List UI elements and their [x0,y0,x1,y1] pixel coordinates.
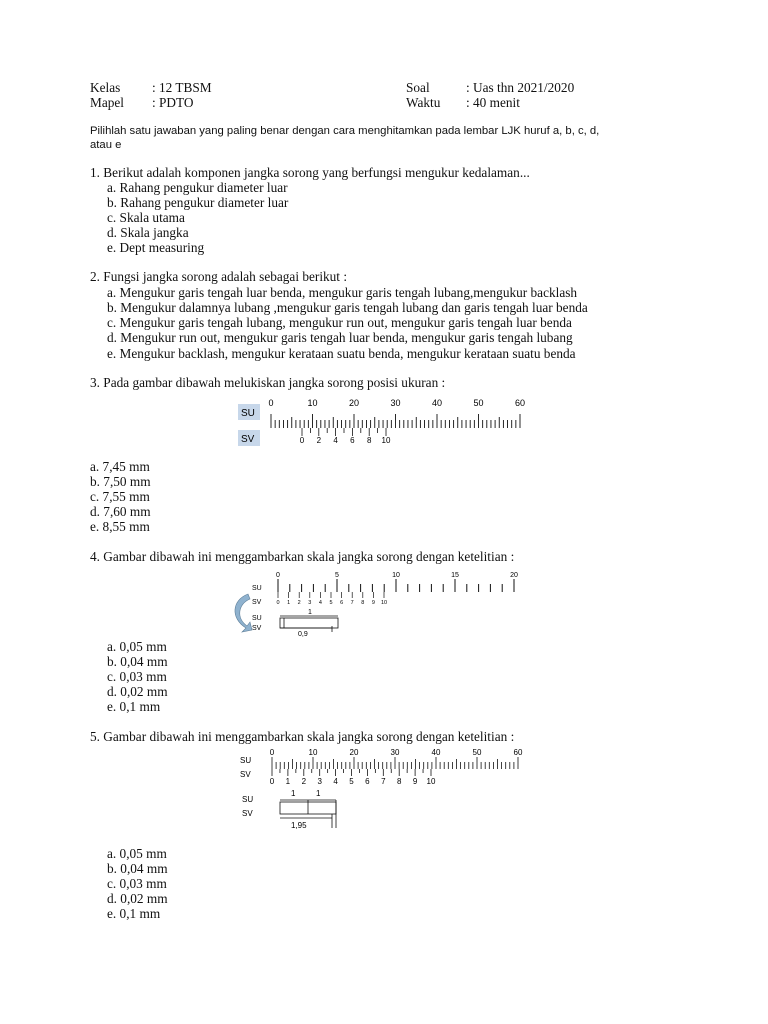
scale-number: 6 [365,777,370,786]
vernier-figure-5 [236,746,528,832]
option-d: d. 0,02 mm [107,684,168,699]
scale-number: 30 [390,398,401,408]
su-label: SU [252,585,262,592]
question-text: 5. Gambar dibawah ini menggambarkan skala jangka sorong dengan ketelitian : [90,729,515,744]
vernier-scale-ticks [302,428,386,436]
scale-number: 4 [333,777,338,786]
scale-number: 5 [349,777,354,786]
scale-number: 10 [380,600,388,606]
vernier-scale-numbers [276,600,387,606]
scale-number: 4 [318,600,322,606]
scale-number: 20 [349,748,359,757]
vernier-scale-numbers [300,436,391,445]
option-b: b. 0,04 mm [107,654,168,669]
detail-box [280,618,338,628]
waktu-label: Waktu [406,95,441,110]
option-d: d. Skala jangka [107,225,189,240]
scale-number: 10 [307,398,318,408]
scale-number: 1 [285,777,291,786]
waktu-value: : 40 menit [466,95,520,110]
vernier-figure-3 [236,394,528,448]
option-c: c. 0,03 mm [107,669,167,684]
option-b: b. Rahang pengukur diameter luar [107,195,289,210]
su-label: SU [241,408,255,419]
scale-number: 8 [361,600,365,606]
mapel-label: Mapel [90,95,124,110]
option-d: d. 0,02 mm [107,891,168,906]
detail-top-left-value: 1 [291,789,296,798]
detail-bottom-value: 1,95 [291,821,307,830]
scale-number: 7 [381,777,386,786]
kelas-value: : 12 TBSM [152,80,212,95]
option-a: a. Rahang pengukur diameter luar [107,180,288,195]
scale-number: 15 [451,572,459,579]
scale-number: 0 [268,398,274,408]
question-text: 4. Gambar dibawah ini menggambarkan skala jangka sorong dengan ketelitian : [90,549,515,564]
scale-number: 5 [329,600,333,606]
scale-number: 2 [316,436,322,445]
main-scale-ticks [271,414,520,428]
option-c: c. 0,03 mm [107,876,167,891]
scale-number: 10 [381,436,391,445]
scale-number: 5 [335,572,339,579]
option-c: c. 7,55 mm [90,489,150,504]
scale-number: 6 [340,600,344,606]
option-a: a. 0,05 mm [107,639,167,654]
scale-number: 6 [350,436,355,445]
mapel-value: : PDTO [152,95,194,110]
option-a: a. 0,05 mm [107,846,167,861]
option-d: d. 7,60 mm [90,504,151,519]
scale-number: 40 [431,398,443,408]
scale-number: 50 [473,398,484,408]
main-scale-ticks [278,579,514,592]
scale-number: 0 [299,436,305,445]
scale-number: 50 [472,748,482,757]
option-e: e. 0,1 mm [107,699,161,714]
scale-number: 0 [269,748,275,757]
scale-number: 8 [366,436,372,445]
su-label: SU [240,756,252,765]
scale-number: 60 [514,398,526,408]
main-scale-numbers [270,748,523,757]
main-scale-ticks [272,757,518,769]
option-d: d. Mengukur run out, mengukur garis tengah luar benda, mengukur garis tengah lubang [107,330,573,345]
question-text: 3. Pada gambar dibawah melukiskan jangka sorong posisi ukuran : [90,375,446,390]
question-text: 2. Fungsi jangka sorong adalah sebagai berikut : [90,269,348,284]
detail-top-right-value: 1 [316,789,321,798]
sv-label: SV [252,599,262,606]
question-text: 1. Berikut adalah komponen jangka sorong yang berfungsi mengukur kedalaman... [90,165,530,180]
sv-label: SV [241,434,255,445]
scale-number: 30 [390,748,400,757]
scale-number: 2 [297,600,301,606]
scale-number: 9 [371,600,375,606]
option-b: b. 7,50 mm [90,474,151,489]
vernier-scale-ticks [272,769,431,776]
detail-top-value: 1 [308,609,312,616]
scale-number: 3 [308,600,312,606]
option-c: c. Skala utama [107,210,185,225]
scale-number: 3 [317,777,322,786]
scale-number: 8 [396,777,402,786]
kelas-label: Kelas [90,80,121,95]
option-e: e. 0,1 mm [107,906,161,921]
scale-number: 20 [348,398,360,408]
main-scale-numbers [268,398,525,408]
vernier-figure-4 [228,568,528,640]
scale-number: 60 [513,748,523,757]
soal-value: : Uas thn 2021/2020 [466,80,575,95]
detail-su-label: SU [252,615,262,622]
sv-label: SV [240,770,251,779]
option-a: a. 7,45 mm [90,459,150,474]
scale-number: 20 [510,572,518,579]
scale-number: 0 [269,777,275,786]
scale-number: 4 [333,436,338,445]
main-scale-numbers [276,572,518,579]
detail-sv-label: SV [242,809,253,818]
option-b: b. Mengukur dalamnya lubang ,mengukur garis tengah lubang dan garis tengah luar benda [107,300,588,315]
option-e: e. 8,55 mm [90,519,150,534]
scale-number: 7 [350,600,354,606]
instruction-line-2: atau e [90,139,122,151]
scale-number: 10 [426,777,436,786]
instruction-line-1: Pilihlah satu jawaban yang paling benar dengan cara menghitamkan pada lembar LJK huruf a, b, c, d, [90,125,600,137]
detail-bottom-value: 0,9 [298,631,308,638]
option-a: a. Mengukur garis tengah luar benda, mengukur garis tengah lubang,mengukur backlash [107,285,578,300]
detail-su-label: SU [242,795,254,804]
vernier-scale-numbers [270,777,436,786]
scale-number: 0 [276,600,280,606]
soal-label: Soal [406,80,430,95]
scale-number: 9 [412,777,418,786]
scale-number: 0 [276,572,280,579]
option-e: e. Mengukur backlash, mengukur kerataan suatu benda, mengukur kerataan suatu benda [107,346,576,361]
option-c: c. Mengukur garis tengah lubang, mengukur run out, mengukur garis tengah luar benda [107,315,572,330]
option-e: e. Dept measuring [107,240,205,255]
detail-sv-label: SV [252,625,262,632]
curved-arrow-icon [235,594,252,632]
scale-number: 10 [308,748,318,757]
vernier-scale-ticks [278,592,384,598]
scale-number: 1 [287,600,291,606]
scale-number: 10 [392,572,400,579]
option-b: b. 0,04 mm [107,861,168,876]
scale-number: 2 [301,777,307,786]
scale-number: 40 [431,748,441,757]
